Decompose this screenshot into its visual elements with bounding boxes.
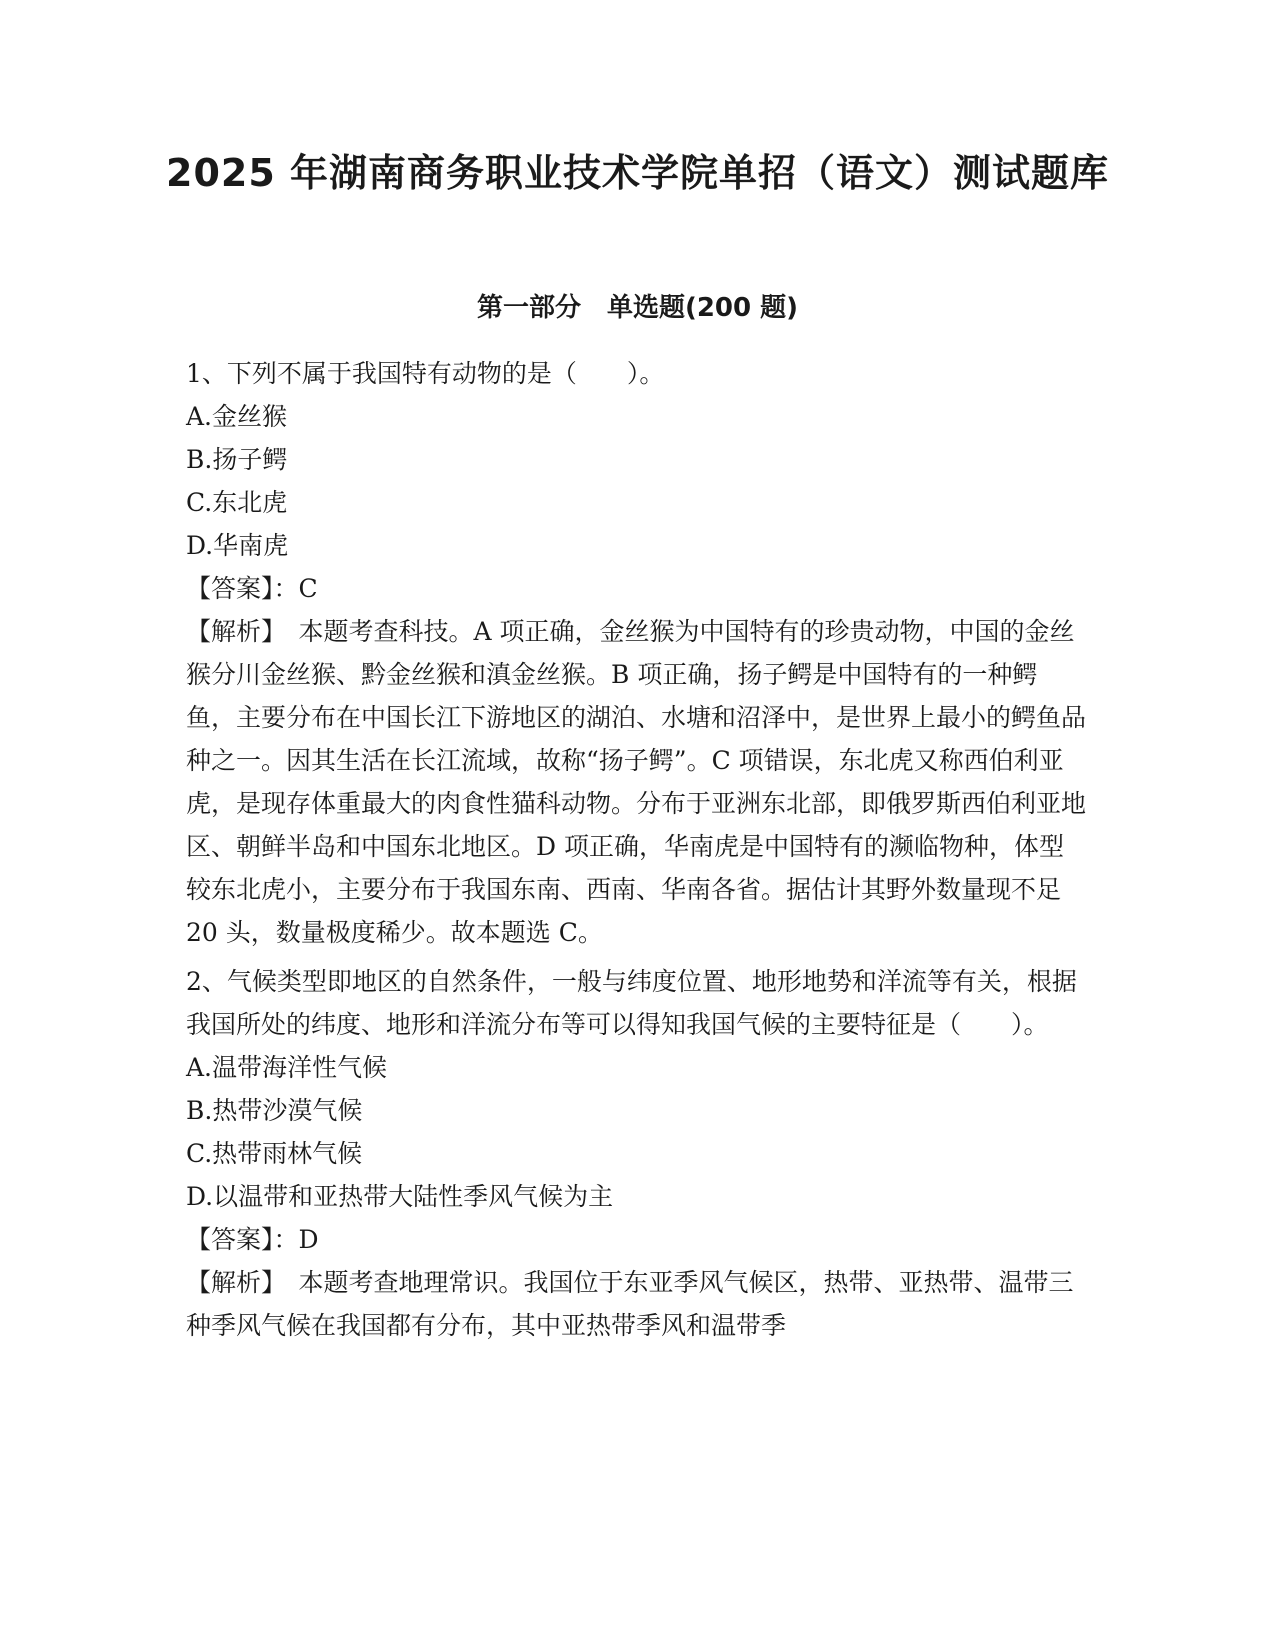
option-b: B.热带沙漠气候 [186, 1096, 363, 1125]
question-1 [186, 352, 1086, 954]
analysis-text: 【解析】 本题考查地理常识。我国位于东亚季风气候区，热带、亚热带、温带三种季风气候在我国都有分布，其中亚热带季风和温带季 [186, 1268, 1074, 1340]
option-c: C.热带雨林气候 [186, 1139, 363, 1168]
option-d: D.以温带和亚热带大陆性季风气候为主 [186, 1182, 614, 1211]
section-title: 第一部分 单选题(200 题) [476, 293, 799, 323]
question-list [186, 352, 1086, 1353]
option-d: D.华南虎 [186, 531, 289, 560]
question-stem: 1、下列不属于我国特有动物的是（ ）。 [186, 359, 665, 388]
answer-line: 【答案】：C [186, 574, 318, 603]
analysis-text: 【解析】 本题考查科技。A 项正确，金丝猴为中国特有的珍贵动物，中国的金丝猴分川金丝猴、黔金丝猴和滇金丝猴。B 项正确，扬子鳄是中国特有的一种鳄鱼，主要分布在中国长江下游地区的湖泊、水塘和沼泽中，是世界上最小的鳄鱼品种之一。因其生活在长江流域，故称“扬子鳄”。C 项错误，东北虎又称西伯利亚虎，是现存体重最大的肉食性猫科动物。分布于亚洲东北部，即俄罗斯西伯利亚地区、朝鲜半岛和中国东北地区。D 项正确，华南虎是中国特有的濒临物种，体型较东北虎小，主要分布于我国东南、西南、华南各省。据估计其野外数量现不足 20 头，数量极度稀少。故本题选 C。 [186, 617, 1087, 947]
page-title: 2025 年湖南商务职业技术学院单招（语文）测试题库 [166, 151, 1109, 195]
option-c: C.东北虎 [186, 488, 288, 517]
answer-line: 【答案】：D [186, 1225, 319, 1254]
option-b: B.扬子鳄 [186, 445, 288, 474]
question-2 [186, 960, 1086, 1347]
option-a: A.温带海洋性气候 [186, 1053, 388, 1082]
question-stem: 2、气候类型即地区的自然条件，一般与纬度位置、地形地势和洋流等有关，根据我国所处的纬度、地形和洋流分布等可以得知我国气候的主要特征是（ ）。 [186, 967, 1077, 1039]
option-a: A.金丝猴 [186, 402, 288, 431]
